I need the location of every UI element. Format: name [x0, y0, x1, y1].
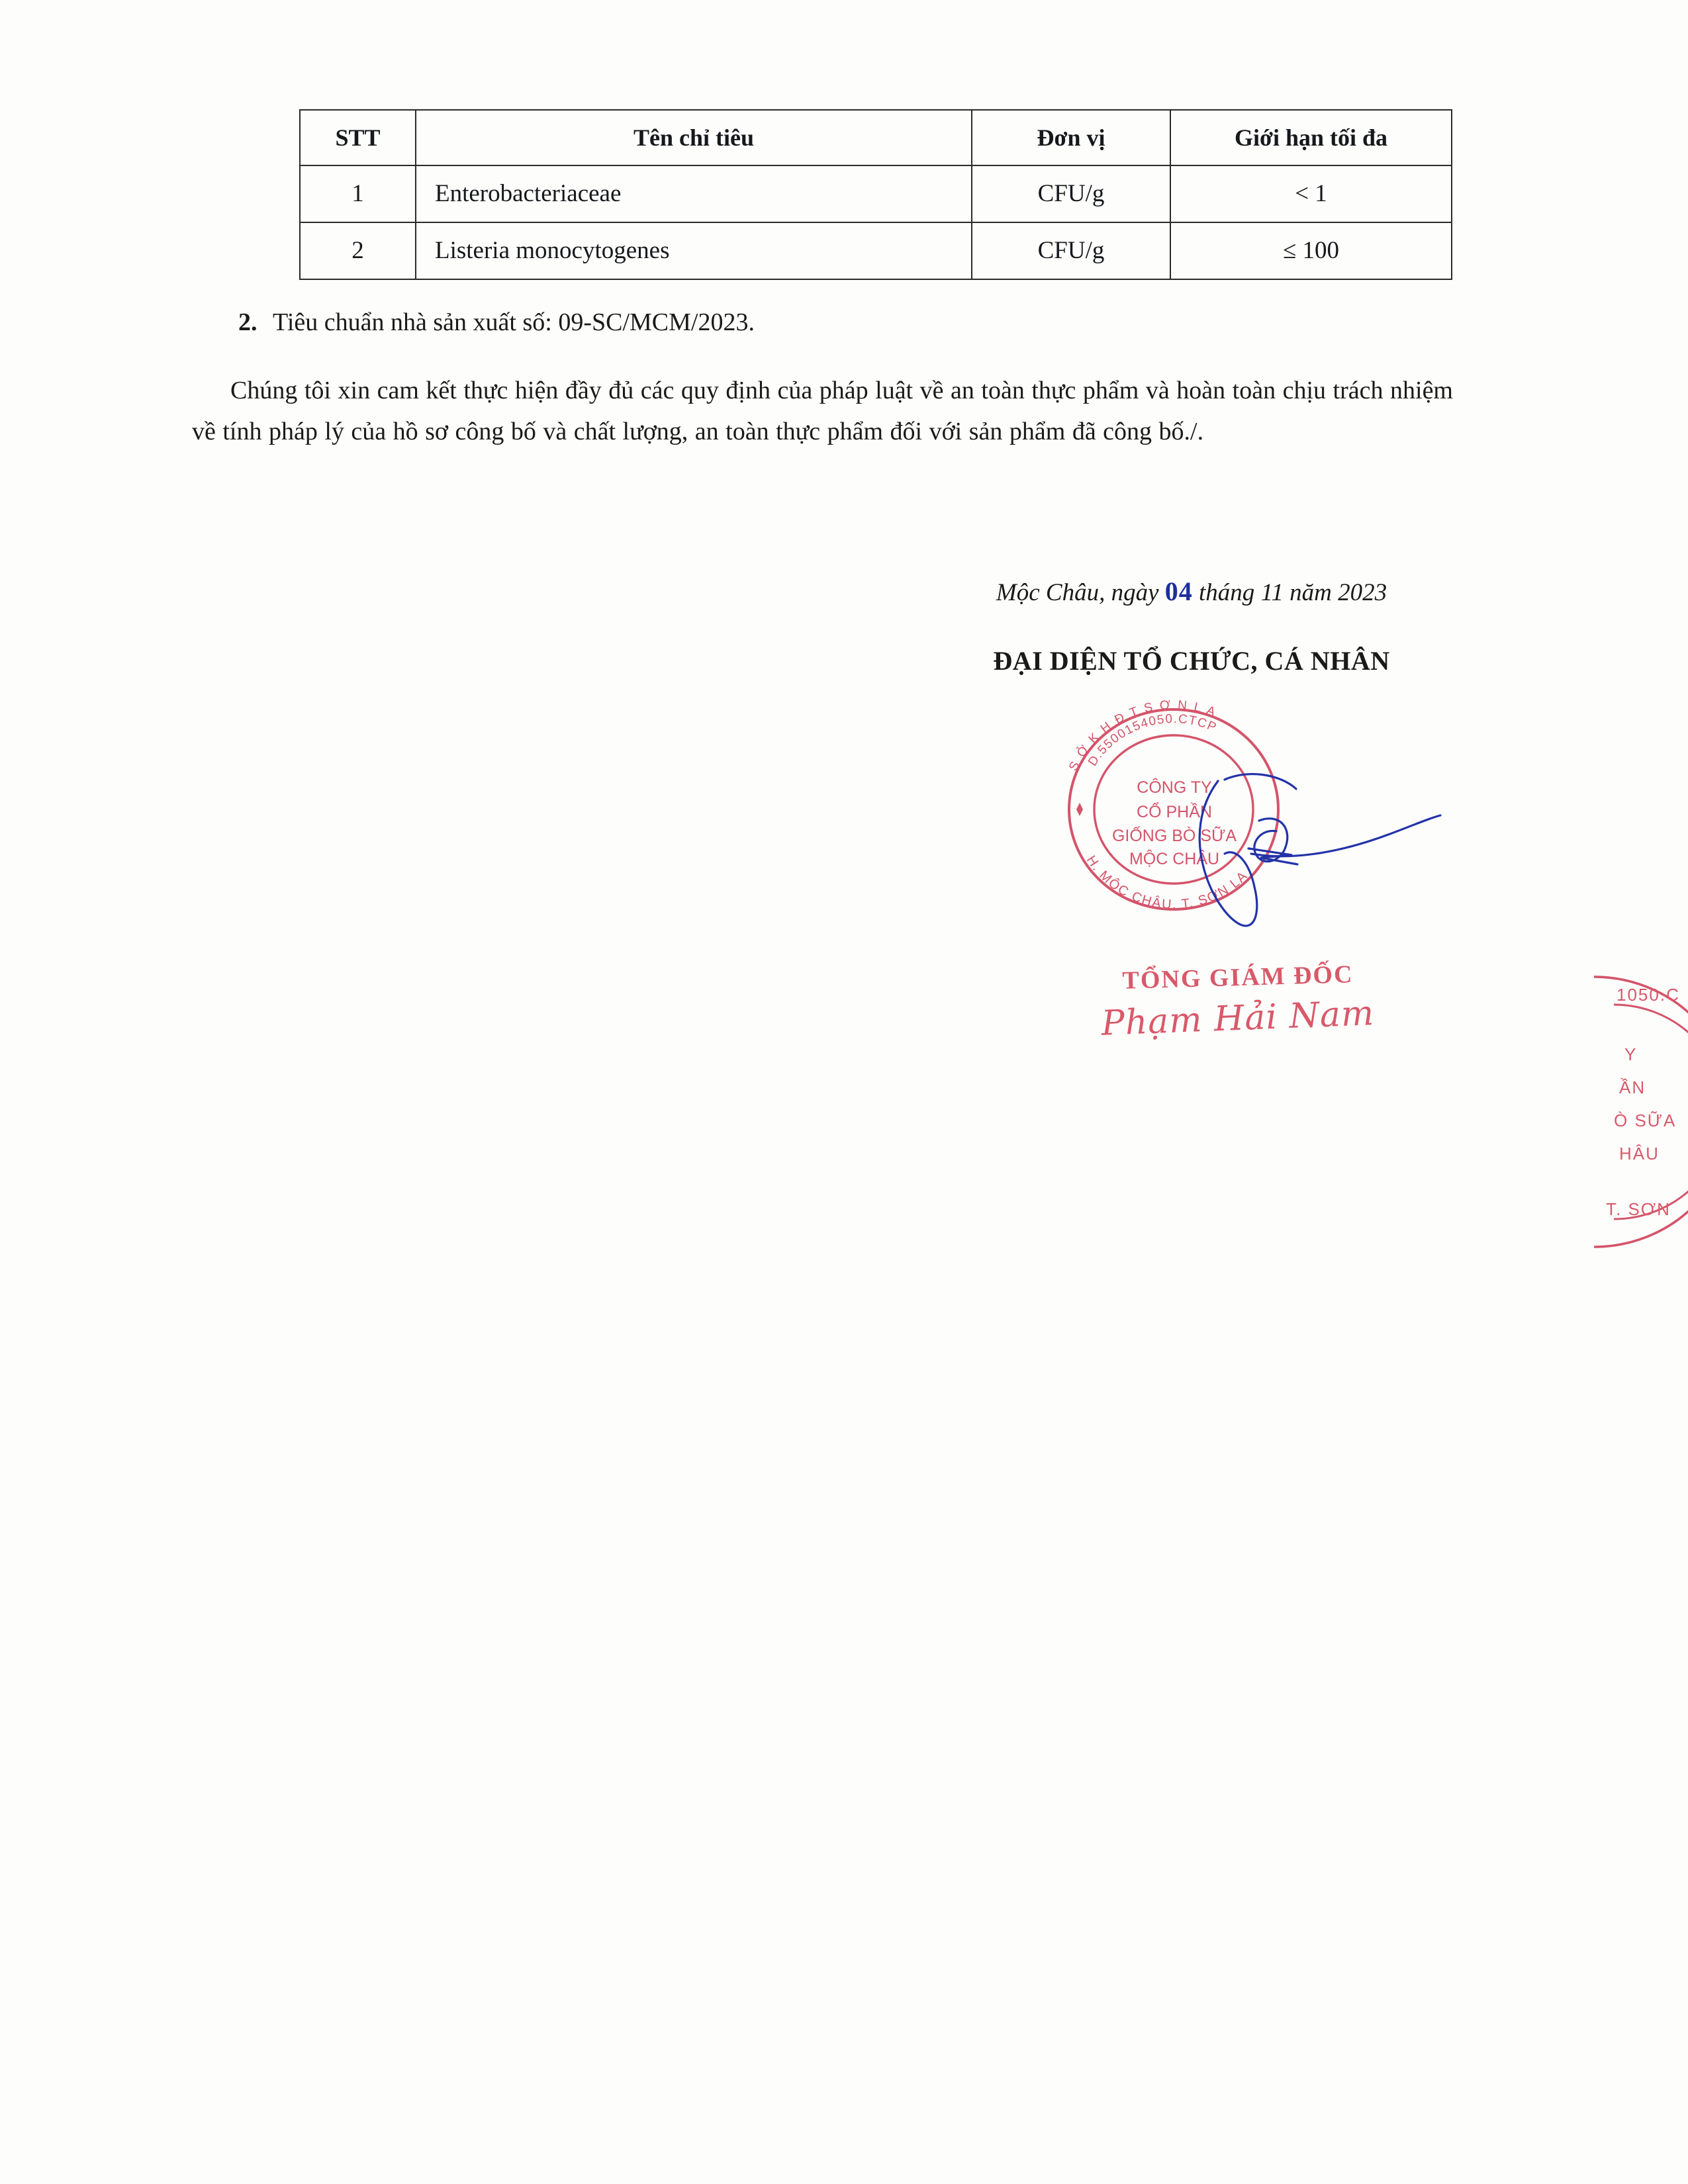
seal-line-2: CỔ PHẦN — [1137, 803, 1212, 821]
table-header-stt: STT — [300, 110, 416, 165]
company-seal-stamp — [1045, 698, 1303, 917]
cell-limit: ≤ 100 — [1170, 222, 1452, 279]
table-header-limit: Giới hạn tối đa — [1170, 110, 1452, 165]
item-2-number: 2. — [238, 308, 258, 336]
cell-name: Listeria monocytogenes — [416, 222, 972, 279]
edge-frag-3: Ò SỮA — [1614, 1111, 1677, 1130]
table-header-name: Tên chỉ tiêu — [416, 110, 972, 165]
signature-place-date — [827, 576, 1556, 607]
item-2-line — [238, 308, 1430, 337]
edge-frag-4: HÂU — [1619, 1144, 1660, 1163]
signature-title: ĐẠI DIỆN TỔ CHỨC, CÁ NHÂN — [993, 646, 1390, 676]
seal-line-3: GIỐNG BÒ SỮA — [1111, 827, 1237, 845]
criteria-table — [299, 109, 1452, 280]
signature-year: 2023 — [1338, 579, 1387, 606]
cell-limit: < 1 — [1170, 165, 1452, 222]
table-header-row — [300, 110, 1452, 165]
seal-line-4: MỘC CHÂU — [1129, 850, 1220, 868]
edge-frag-1: Y — [1624, 1044, 1638, 1064]
year-prefix: năm — [1289, 579, 1332, 606]
table-row — [300, 222, 1452, 279]
seal-arc-top-text: S Ở K H Đ T S Ơ N L A — [1066, 698, 1219, 774]
month-prefix: tháng — [1199, 579, 1255, 606]
table-row — [300, 165, 1452, 222]
edge-frag-2: ẦN — [1619, 1077, 1646, 1097]
edge-seal-fragment — [1542, 973, 1688, 1251]
signer-name-stamp — [1046, 960, 1430, 1044]
edge-frag-5: T. SƠN — [1606, 1199, 1671, 1219]
table-header-unit: Đơn vị — [972, 110, 1170, 165]
seal-code-text: D.5500154050.CTCP — [1086, 711, 1219, 769]
commitment-paragraph: Chúng tôi xin cam kết thực hiện đầy đủ các quy định của pháp luật về an toàn thực phẩm và hoàn toàn chịu trách nhiệm về tính pháp lý của hồ sơ công bố và chất lượng, an toàn thực phẩm đối với sản phẩm đã công bố./. — [192, 377, 1453, 445]
signature-day: 04 — [1164, 576, 1193, 606]
cell-name: Enterobacteriaceae — [416, 165, 972, 222]
signature-month: 11 — [1260, 579, 1284, 606]
cell-unit: CFU/g — [972, 222, 1170, 279]
item-2-text: Tiêu chuẩn nhà sản xuất số: 09-SC/MCM/2023. — [273, 308, 755, 336]
edge-frag-0: 1050.C — [1617, 985, 1680, 1005]
signer-role: TỔNG GIÁM ĐỐC — [1121, 960, 1354, 995]
cell-stt: 2 — [300, 222, 416, 279]
place-prefix: Mộc Châu, ngày — [996, 579, 1159, 606]
seal-star-left — [1076, 803, 1083, 816]
seal-arc-bottom-text: H. MỘC CHÂU, T. SƠN LA — [1083, 853, 1251, 913]
cell-stt: 1 — [300, 165, 416, 222]
signer-name: Phạm Hải Nam — [1100, 993, 1376, 1044]
seal-line-1: CÔNG TY — [1137, 778, 1212, 797]
cell-unit: CFU/g — [972, 165, 1170, 222]
